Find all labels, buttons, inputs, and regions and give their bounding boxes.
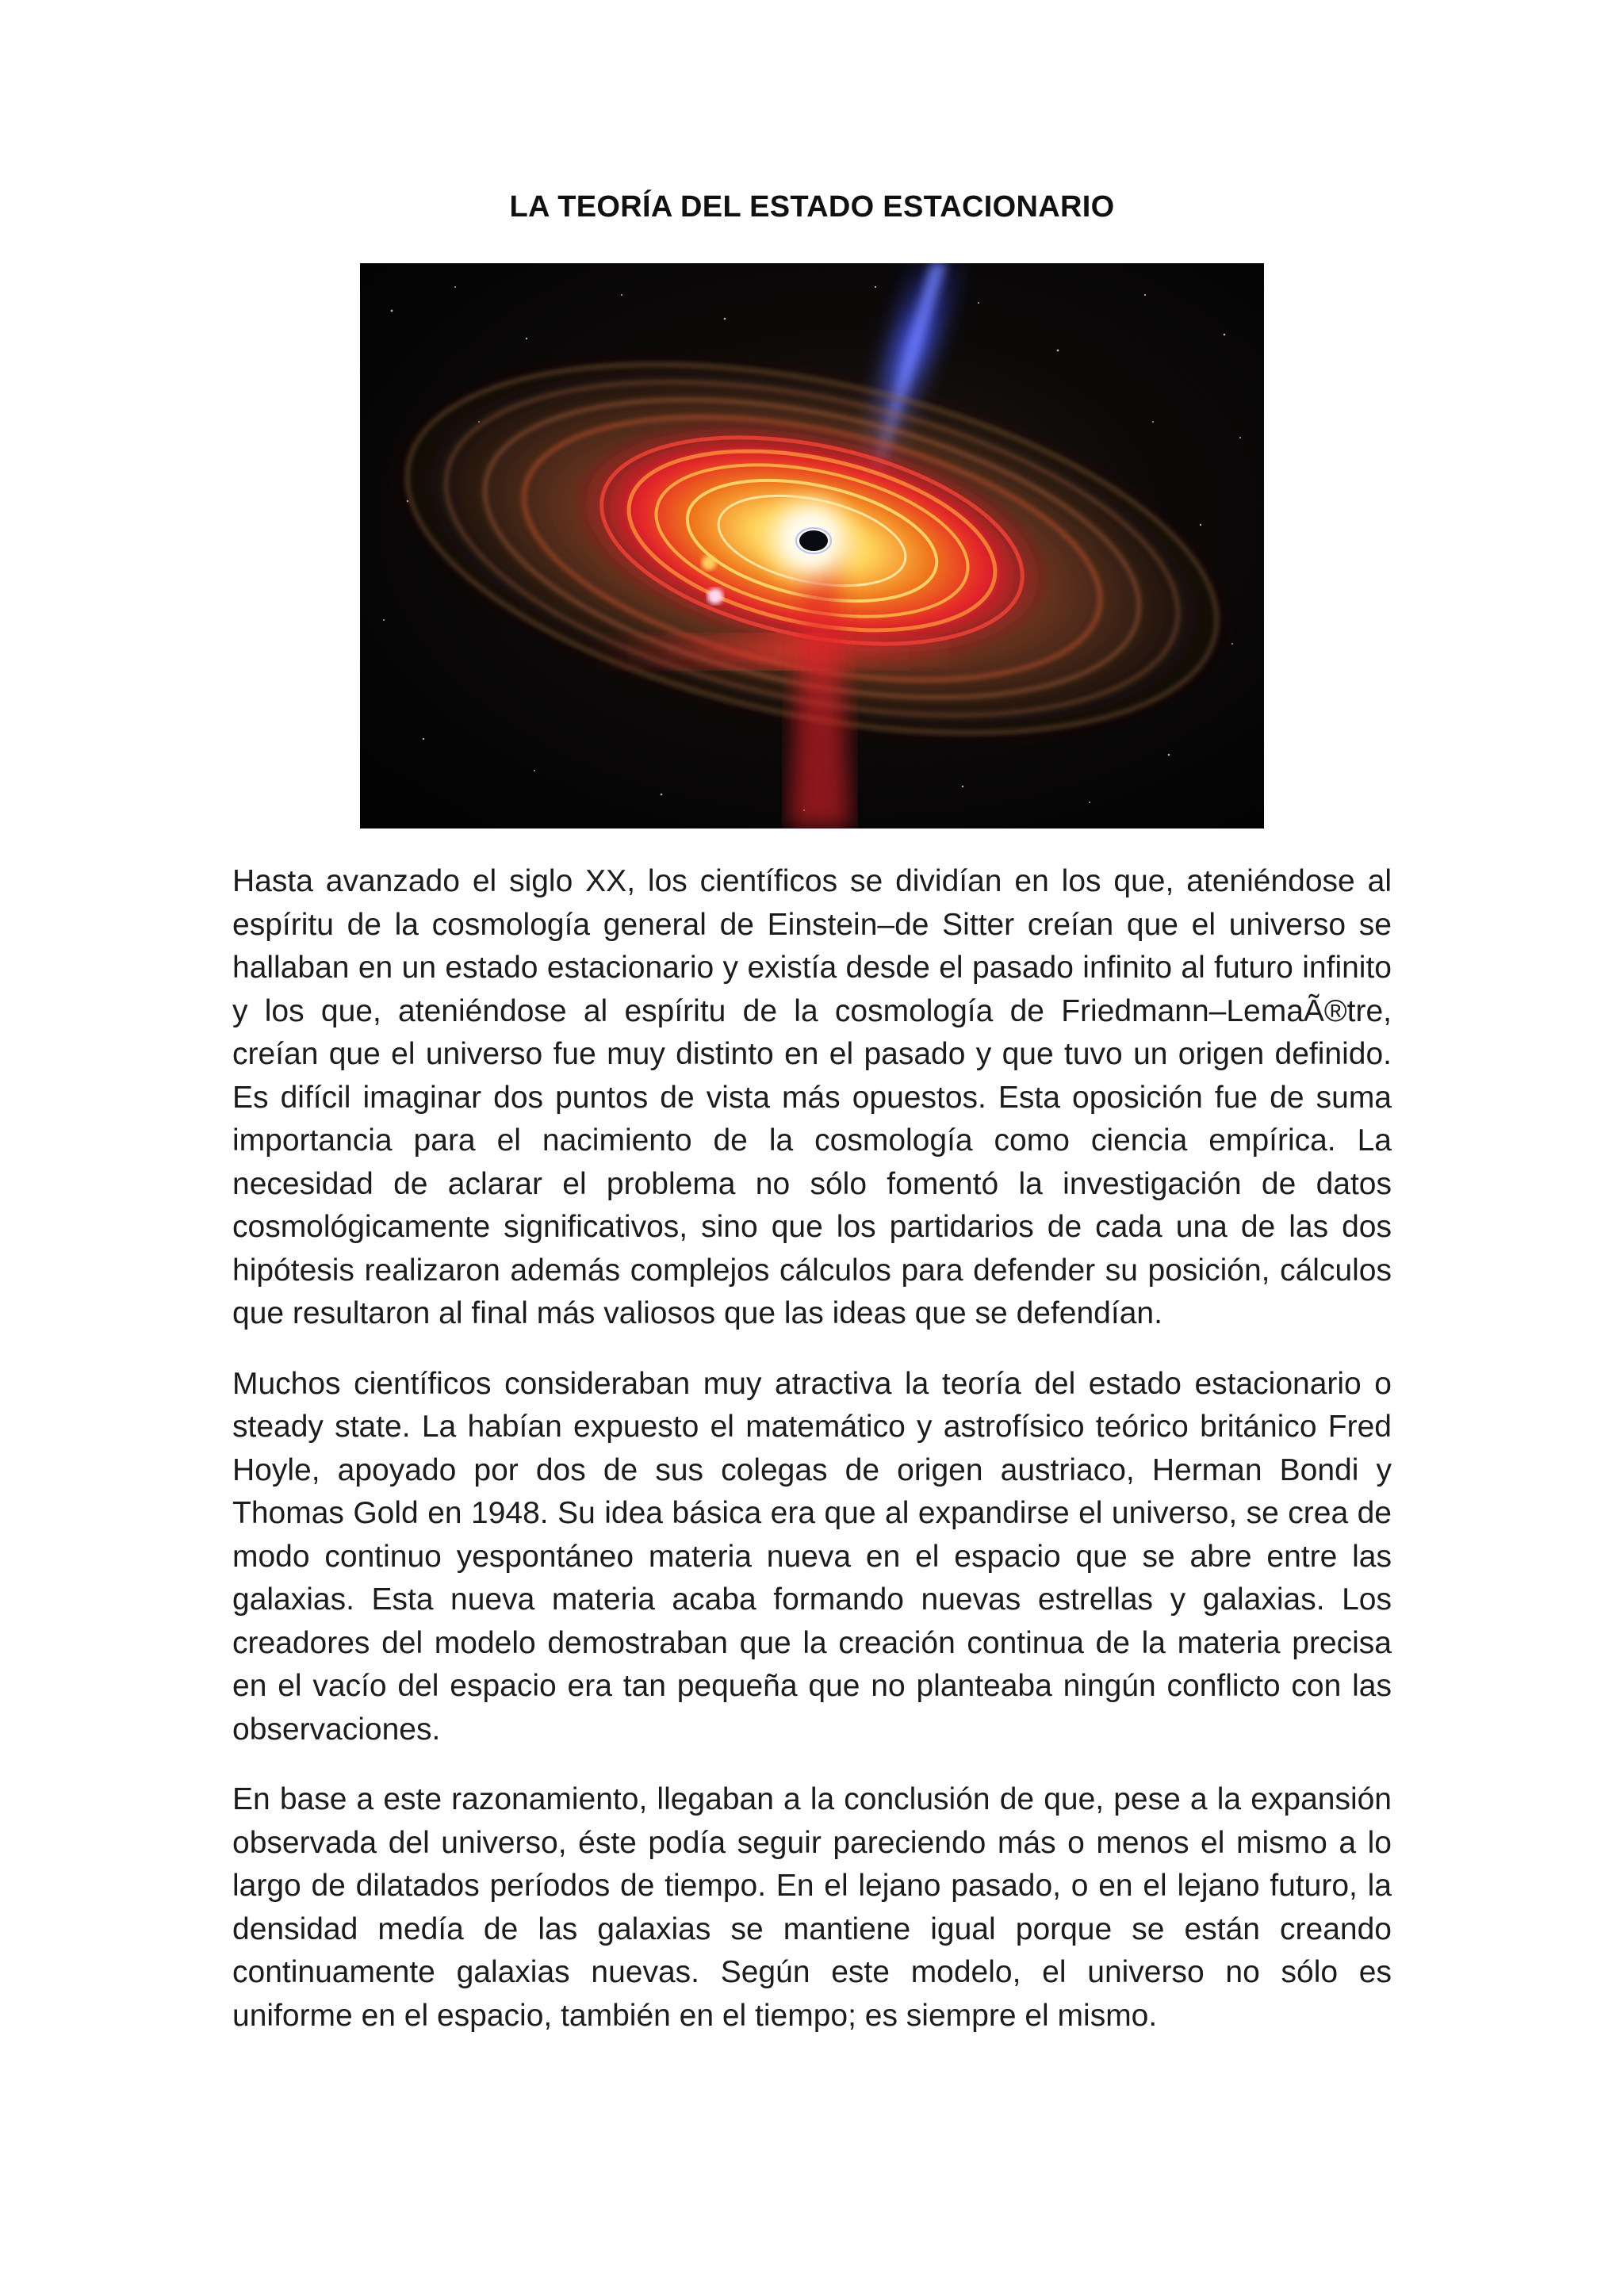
black-hole-illustration (360, 263, 1264, 828)
paragraph-1: Hasta avanzado el siglo XX, los científicos se dividían en los que, ateniéndose al espíritu de la cosmología general de Einstein–de Sitter creían que el universo se hallaban en un estado estacionario y existía desde el pasado infinito al futuro infinito y los que, ateniéndose al espíritu de la cosmología de Friedmann–LemaÃ®tre, creían que el universo fue muy distinto en el pasado y que tuvo un origen definido. Es difícil imaginar dos puntos de vista más opuestos. Esta oposición fue de suma importancia para el nacimiento de la cosmología como ciencia empírica. La necesidad de aclarar el problema no sólo fomentó la investigación de datos cosmológicamente significativos, sino que los partidarios de cada una de las dos hipótesis realizaron además complejos cálculos para defender su posición, cálculos que resultaron al final más valiosos que las ideas que se defendían. (232, 864, 1392, 1330)
black-hole-icon (360, 263, 1264, 828)
paragraph-2: Muchos científicos consideraban muy atractiva la teoría del estado estacionario o steady state. La habían expuesto el matemático y astrofísico teórico británico Fred Hoyle, apoyado por dos de sus colegas de origen austriaco, Herman Bondi y Thomas Gold en 1948. Su idea básica era que al expandirse el universo, se crea de modo continuo yespontáneo materia nueva en el espacio que se abre entre las galaxias. Esta nueva materia acaba formando nuevas estrellas y galaxias. Los creadores del modelo demostraban que la creación continua de la materia precisa en el vacío del espacio era tan pequeña que no planteaba ningún conflicto con las observaciones. (232, 1366, 1392, 1747)
document-body (232, 860, 1392, 2064)
document-title: LA TEORÍA DEL ESTADO ESTACIONARIO (509, 190, 1115, 224)
paragraph-3: En base a este razonamiento, llegaban a la conclusión de que, pese a la expansión observada del universo, éste podía seguir pareciendo más o menos el mismo a lo largo de dilatados períodos de tiempo. En el lejano pasado, o en el lejano futuro, la densidad medía de las galaxias se mantiene igual porque se están creando continuamente galaxias nuevas. Según este modelo, el universo no sólo es uniforme en el espacio, también en el tiempo; es siempre el mismo. (232, 1782, 1392, 2033)
